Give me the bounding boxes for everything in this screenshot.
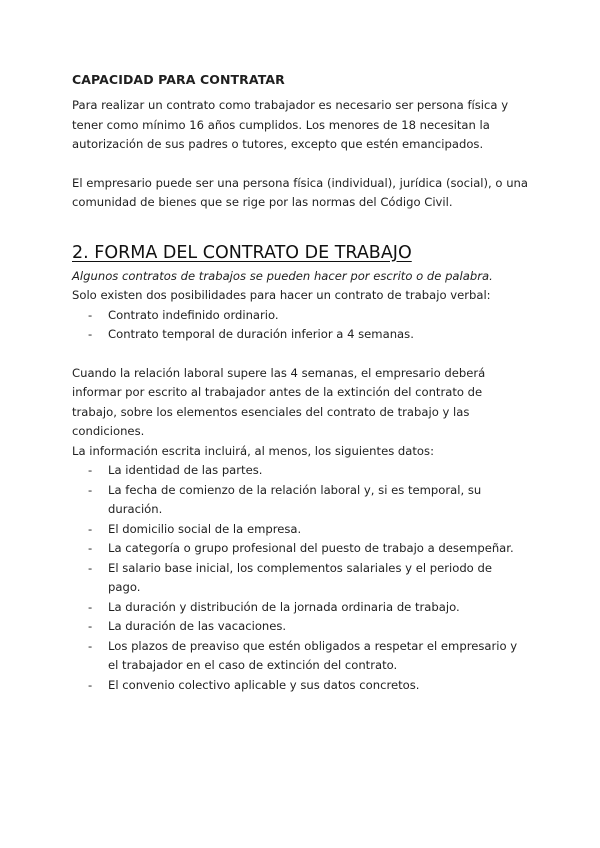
list-item: - La fecha de comienzo de la relación laboral y, si es temporal, su duración. — [88, 481, 528, 520]
paragraph-empresario: El empresario puede ser una persona física (individual), jurídica (social), o una comunidad de bienes que se rige por las normas del Código Civil. — [72, 175, 528, 209]
written-info-list — [72, 461, 528, 695]
list-item: - El salario base inicial, los complementos salariales y el periodo de pago. — [88, 559, 528, 598]
list-item: - Contrato indefinido ordinario. — [88, 306, 528, 326]
list-item: - Contrato temporal de duración inferior a 4 semanas. — [88, 325, 528, 345]
verbal-contract-list — [72, 306, 528, 345]
paragraph-informacion-escrita: Cuando la relación laboral supere las 4 semanas, el empresario deberá informar por escrito al trabajador antes de la extinción del contrato de trabajo, sobre los elementos esenciales del contrato de trabajo y las condiciones. — [72, 365, 486, 438]
spacer — [72, 345, 528, 364]
list-item: - El convenio colectivo aplicable y sus datos concretos. — [88, 676, 528, 696]
list-item: - El domicilio social de la empresa. — [88, 520, 528, 540]
intro-text: Solo existen dos posibilidades para hacer un contrato de trabajo verbal: — [72, 288, 491, 302]
list-item: - Los plazos de preaviso que estén obligados a respetar el empresario y el trabajador en el caso de extinción del contrato. — [88, 637, 528, 676]
list-item: - La categoría o grupo profesional del puesto de trabajo a desempeñar. — [88, 539, 528, 559]
list-item: - La duración de las vacaciones. — [88, 617, 528, 637]
spacer — [72, 155, 528, 174]
list-item: - La duración y distribución de la jornada ordinaria de trabajo. — [88, 598, 528, 618]
section-heading-forma-contrato: 2. FORMA DEL CONTRATO DE TRABAJO — [72, 242, 412, 263]
list-item: - La identidad de las partes. — [88, 461, 528, 481]
paragraph-requisitos-trabajador: Para realizar un contrato como trabajador es necesario ser persona física y tener como mínimo 16 años cumplidos. Los menores de 18 necesitan la autorización de sus padres o tutores, excepto que estén emancipados. — [72, 98, 509, 151]
section-heading-capacidad: CAPACIDAD PARA CONTRATAR — [72, 72, 285, 87]
info-list-intro: La información escrita incluirá, al menos, los siguientes datos: — [72, 443, 434, 458]
intro-italic-text: Algunos contratos de trabajos se pueden hacer por escrito o de palabra. — [72, 268, 493, 283]
